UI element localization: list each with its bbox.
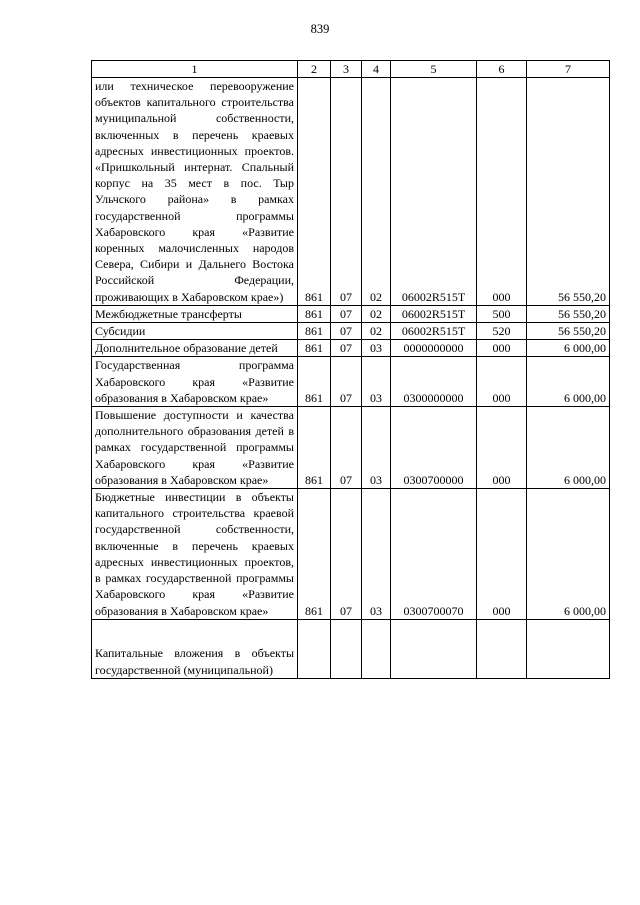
amount	[527, 619, 610, 678]
ministry-code: 861	[298, 78, 331, 306]
expense-type-code: 000	[477, 340, 527, 357]
target-article-code: 0300700000	[391, 407, 477, 489]
budget-table	[91, 60, 610, 679]
page-number: 839	[310, 22, 330, 36]
ministry-code: 861	[298, 357, 331, 407]
target-article-code: 06002R515T	[391, 78, 477, 306]
section-code: 07	[331, 323, 362, 340]
expense-type-code: 520	[477, 323, 527, 340]
expense-type-code	[477, 619, 527, 678]
target-article-code: 0000000000	[391, 340, 477, 357]
ministry-code: 861	[298, 407, 331, 489]
column-header-6: 6	[477, 61, 527, 78]
row-description: Капитальные вложения в объекты государственной (муниципальной)	[92, 619, 298, 678]
ministry-code: 861	[298, 340, 331, 357]
amount: 6 000,00	[527, 489, 610, 620]
row-description: Государственная программа Хабаровского края «Развитие образования в Хабаровском крае»	[92, 357, 298, 407]
column-header-2: 2	[298, 61, 331, 78]
table-row	[92, 489, 610, 620]
amount: 56 550,20	[527, 323, 610, 340]
section-code: 07	[331, 78, 362, 306]
section-code: 07	[331, 407, 362, 489]
row-description: Повышение доступности и качества дополнительного образования детей в рамках государственной программы Хабаровского края «Развитие образования в Хабаровском крае»	[92, 407, 298, 489]
ministry-code: 861	[298, 323, 331, 340]
column-header-1: 1	[92, 61, 298, 78]
row-description: Межбюджетные трансферты	[92, 305, 298, 322]
table-row	[92, 619, 610, 678]
target-article-code: 06002R515T	[391, 305, 477, 322]
table-header-row	[92, 61, 610, 78]
target-article-code: 06002R515T	[391, 323, 477, 340]
subsection-code: 03	[362, 489, 391, 620]
subsection-code: 02	[362, 323, 391, 340]
subsection-code	[362, 619, 391, 678]
section-code: 07	[331, 357, 362, 407]
column-header-5: 5	[391, 61, 477, 78]
section-code: 07	[331, 305, 362, 322]
expense-type-code: 000	[477, 489, 527, 620]
amount: 56 550,20	[527, 78, 610, 306]
subsection-code: 03	[362, 340, 391, 357]
expense-type-code: 000	[477, 357, 527, 407]
amount: 56 550,20	[527, 305, 610, 322]
table-row	[92, 407, 610, 489]
target-article-code: 0300700070	[391, 489, 477, 620]
target-article-code: 0300000000	[391, 357, 477, 407]
column-header-3: 3	[331, 61, 362, 78]
column-header-4: 4	[362, 61, 391, 78]
amount: 6 000,00	[527, 340, 610, 357]
ministry-code: 861	[298, 489, 331, 620]
row-description: Субсидии	[92, 323, 298, 340]
subsection-code: 03	[362, 407, 391, 489]
table-row	[92, 78, 610, 306]
section-code	[331, 619, 362, 678]
subsection-code: 02	[362, 78, 391, 306]
amount: 6 000,00	[527, 407, 610, 489]
subsection-code: 02	[362, 305, 391, 322]
table-row	[92, 305, 610, 322]
amount: 6 000,00	[527, 357, 610, 407]
table-row	[92, 357, 610, 407]
section-code: 07	[331, 340, 362, 357]
table-row	[92, 340, 610, 357]
row-description: Бюджетные инвестиции в объекты капитального строительства краевой государственной собственности, включенные в перечень краевых адресных инвестиционных проектов, в рамках государственной программы Хабаровского края «Развитие образования в Хабаровском крае»	[92, 489, 298, 620]
ministry-code	[298, 619, 331, 678]
row-description: или техническое перевооружение объектов капитального строительства муниципальной собственности, включенных в перечень краевых адресных инвестиционных проектов. «Пришкольный интернат. Спальный корпус на 35 мест в пос. Тыр Ульчского района» в рамках государственной программы Хабаровского края «Развитие коренных малочисленных народов Севера, Сибири и Дальнего Востока Российской Федерации, проживающих в Хабаровском крае»)	[92, 78, 298, 306]
expense-type-code: 500	[477, 305, 527, 322]
column-header-7: 7	[527, 61, 610, 78]
ministry-code: 861	[298, 305, 331, 322]
target-article-code	[391, 619, 477, 678]
row-description: Дополнительное образование детей	[92, 340, 298, 357]
expense-type-code: 000	[477, 78, 527, 306]
section-code: 07	[331, 489, 362, 620]
subsection-code: 03	[362, 357, 391, 407]
expense-type-code: 000	[477, 407, 527, 489]
table-row	[92, 323, 610, 340]
